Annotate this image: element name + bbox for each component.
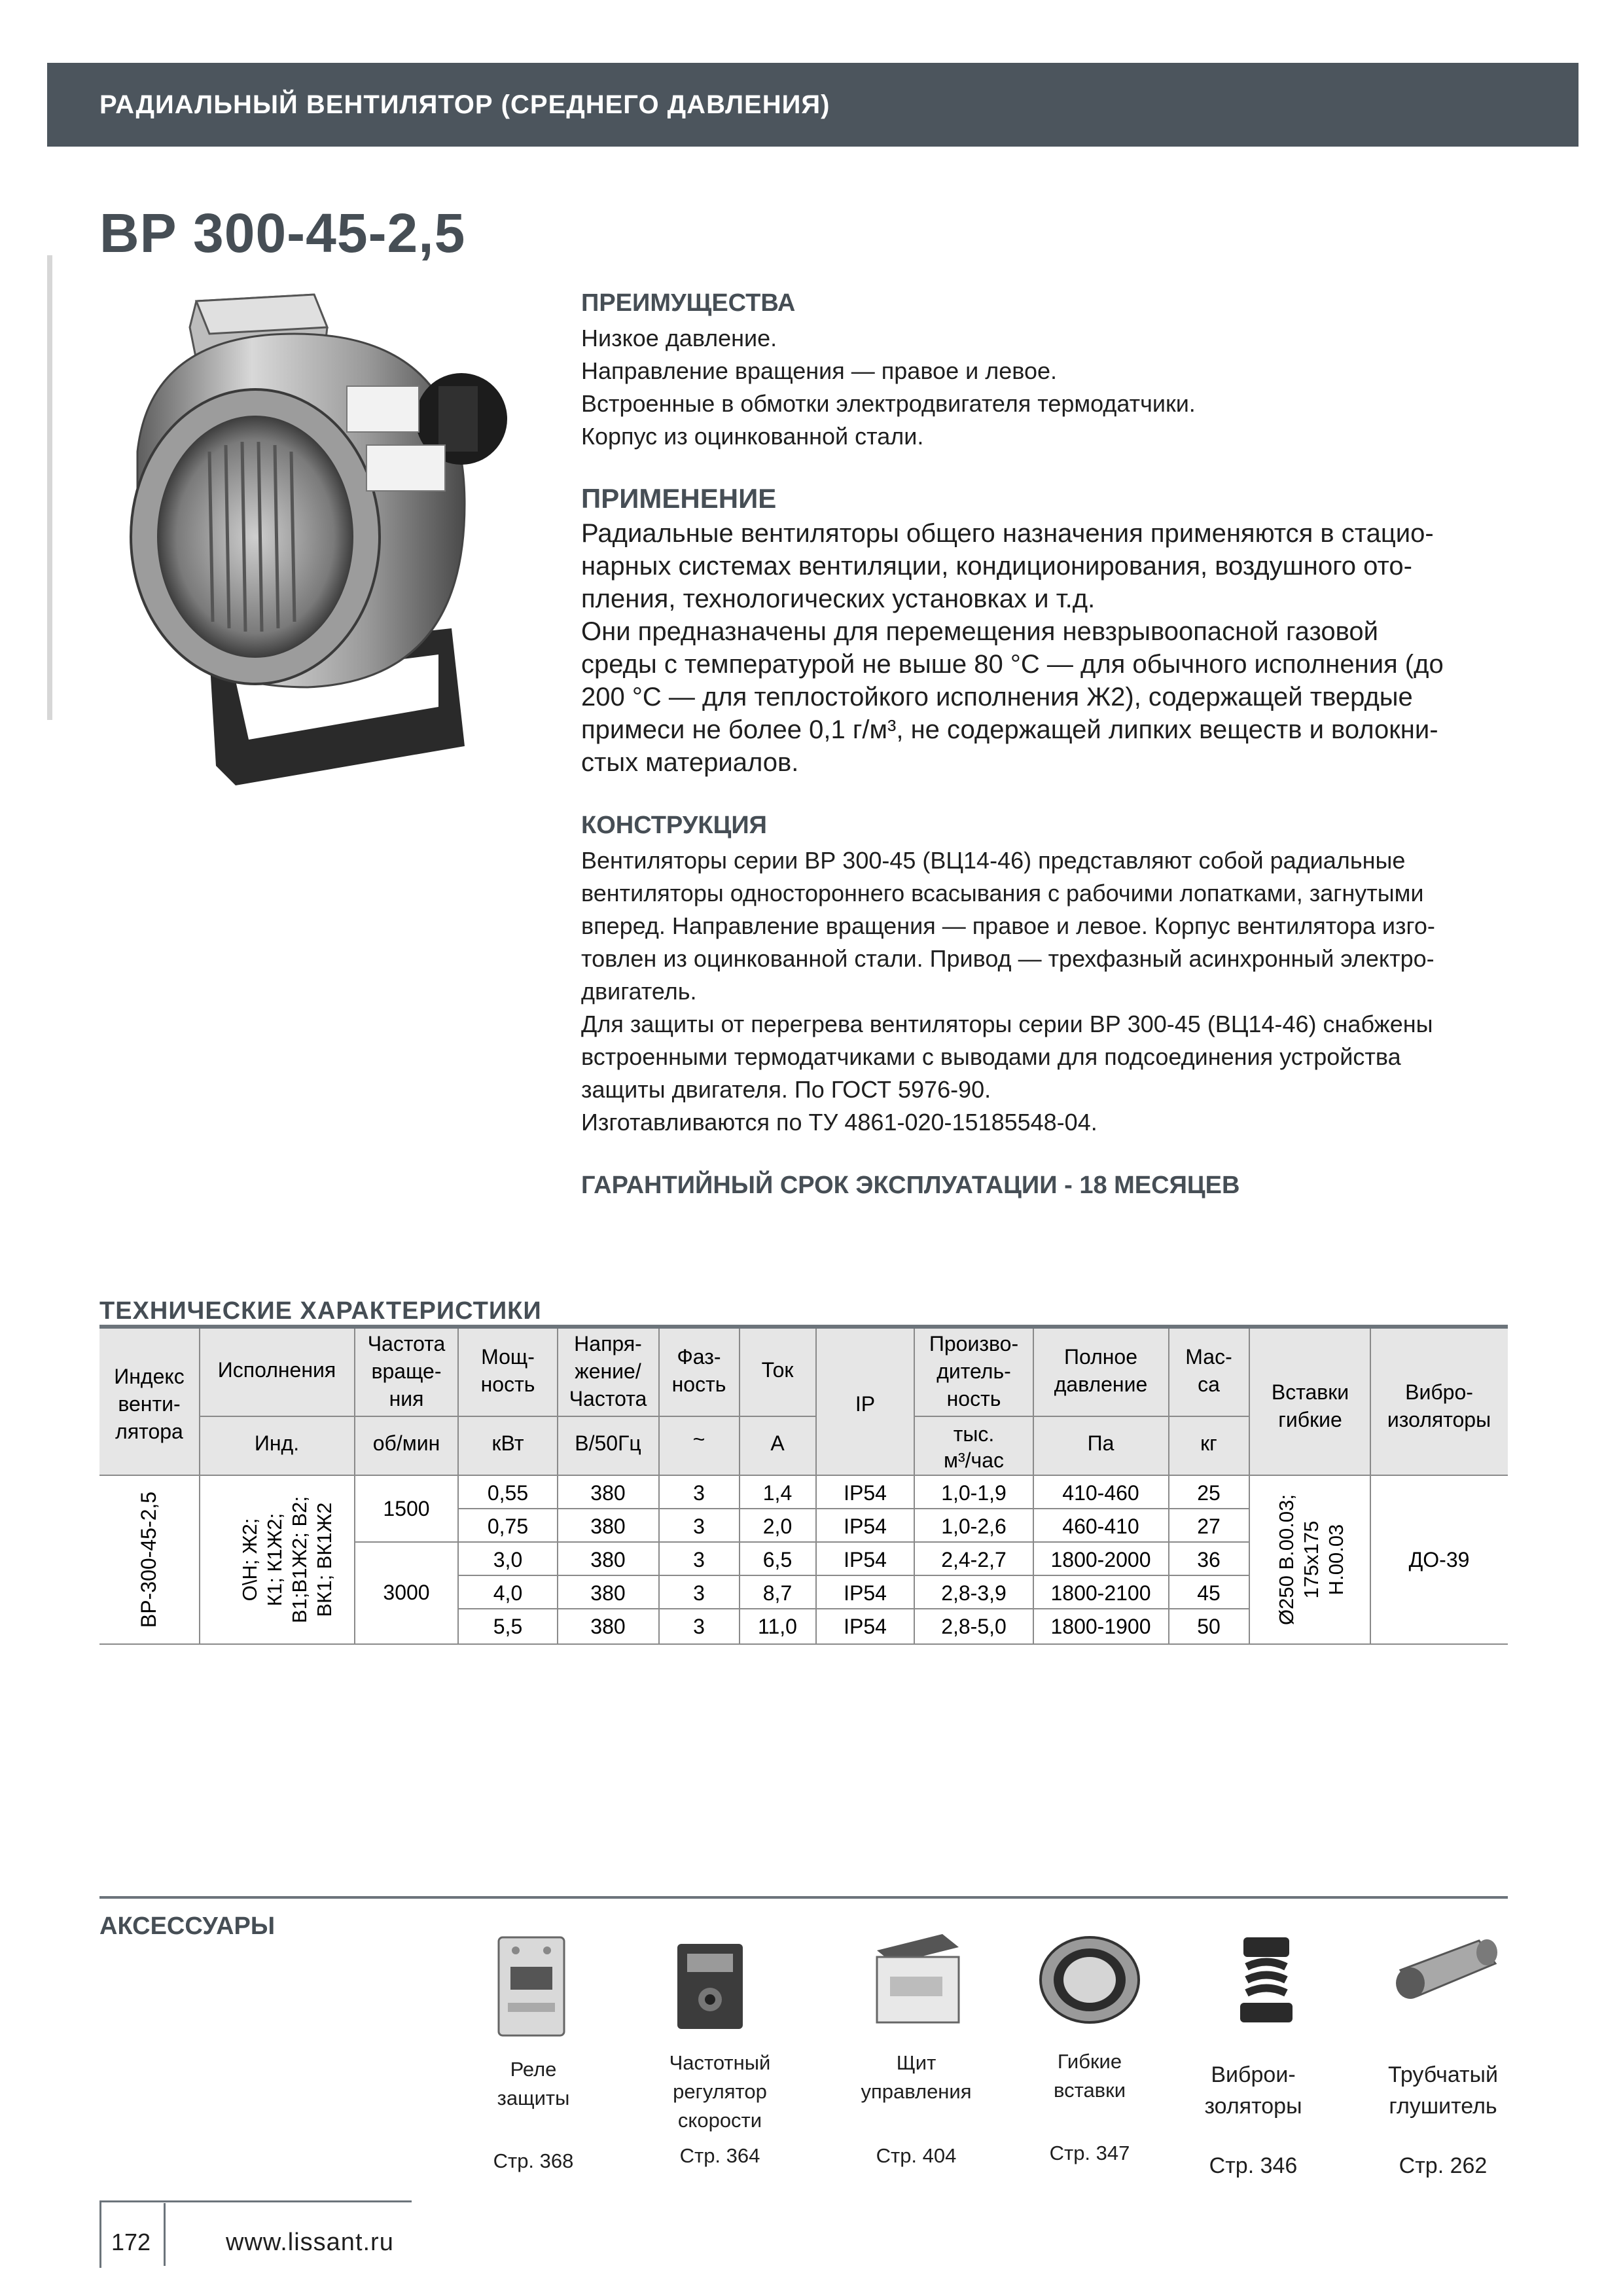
- application-line: пления, технологических установках и т.д.: [581, 584, 1096, 613]
- left-margin-mark: [47, 255, 52, 720]
- construction-line: Вентиляторы серии ВР 300-45 (ВЦ14-46) представляют собой радиальные: [581, 847, 1406, 874]
- hdr-index: венти-: [118, 1392, 181, 1416]
- cell-ip: IP54: [844, 1515, 887, 1538]
- cell-phase: 3: [693, 1515, 705, 1538]
- hdr-versions-sub: Инд.: [254, 1431, 300, 1455]
- hdr-flow: дитель-: [936, 1359, 1011, 1383]
- hdr-voltage-unit: В/50Гц: [575, 1431, 641, 1455]
- cell-current: 8,7: [762, 1581, 793, 1605]
- hdr-phase: ность: [671, 1372, 726, 1396]
- cell-power: 3,0: [493, 1548, 523, 1571]
- cell-pressure: 1800-2100: [1050, 1581, 1151, 1605]
- application-heading: ПРИМЕНЕНИЕ: [581, 483, 777, 514]
- cell-mass: 36: [1197, 1548, 1221, 1571]
- construction-heading: КОНСТРУКЦИЯ: [581, 812, 767, 839]
- inserts-value: 175х175: [1300, 1520, 1323, 1599]
- advantages-list: [581, 322, 1530, 453]
- speed-value: 1500: [383, 1497, 430, 1520]
- accessory-page: Стр. 404: [876, 2144, 957, 2167]
- cell-flow: 2,8-5,0: [941, 1615, 1007, 1638]
- cell-pressure: 1800-1900: [1050, 1615, 1151, 1638]
- speed-value: 3000: [383, 1581, 430, 1604]
- versions-value: К1; К1Ж2;: [263, 1513, 286, 1607]
- advantage-item: Встроенные в обмотки электродвигателя термодатчики.: [581, 390, 1196, 417]
- flexible-insert-icon: [1034, 1931, 1145, 2029]
- hdr-phase: Фаз-: [677, 1345, 721, 1369]
- hdr-flow-unit: тыс.: [953, 1422, 995, 1446]
- hdr-inserts: Вставки: [1271, 1380, 1349, 1404]
- construction-line: защиты двигателя. По ГОСТ 5976-90.: [581, 1076, 991, 1103]
- website-link[interactable]: www.lissant.ru: [226, 2229, 394, 2256]
- cell-power: 0,55: [487, 1481, 529, 1505]
- hdr-mass: Мас-: [1185, 1345, 1232, 1369]
- accessory-label: Виброи- золяторы: [1204, 2062, 1302, 2119]
- inserts-value: Ø250 В.00.03;: [1275, 1494, 1298, 1625]
- construction-line: товлен из оцинкованной стали. Привод — трехфазный асинхронный электро-: [581, 945, 1435, 972]
- accessory-page: Стр. 368: [493, 2149, 574, 2172]
- hdr-index: Индекс: [114, 1365, 185, 1388]
- hdr-speed: ния: [389, 1387, 424, 1410]
- hdr-speed-unit: об/мин: [372, 1431, 440, 1455]
- cell-flow: 1,0-2,6: [941, 1515, 1007, 1538]
- cell-ip: IP54: [844, 1548, 887, 1571]
- cell-pressure: 460-410: [1062, 1515, 1139, 1538]
- hdr-power-unit: кВт: [491, 1431, 524, 1455]
- cell-voltage: 380: [590, 1581, 626, 1605]
- application-text: [581, 517, 1527, 779]
- hdr-mass: са: [1198, 1372, 1220, 1396]
- cell-ip: IP54: [844, 1615, 887, 1638]
- versions-value: ВК1; ВК1Ж2: [313, 1502, 336, 1617]
- cell-phase: 3: [693, 1481, 705, 1505]
- cell-mass: 25: [1197, 1481, 1221, 1505]
- cell-mass: 27: [1197, 1515, 1221, 1538]
- advantage-item: Корпус из оцинкованной стали.: [581, 423, 924, 450]
- hdr-index: лятора: [115, 1420, 183, 1443]
- hdr-current-unit: А: [770, 1431, 785, 1455]
- cell-voltage: 380: [590, 1548, 626, 1571]
- hdr-ip: IP: [855, 1392, 876, 1416]
- hdr-pressure-unit: Па: [1087, 1431, 1115, 1455]
- cell-current: 1,4: [762, 1481, 793, 1505]
- hdr-power: Мощ-: [481, 1345, 535, 1369]
- cell-pressure: 410-460: [1062, 1481, 1139, 1505]
- cell-voltage: 380: [590, 1481, 626, 1505]
- cell-mass: 45: [1197, 1581, 1221, 1605]
- construction-line: вентиляторы одностороннего всасывания с рабочими лопатками, загнутыми: [581, 880, 1424, 906]
- accessory-page: Стр. 347: [1049, 2142, 1130, 2164]
- cell-phase: 3: [693, 1581, 705, 1605]
- cell-power: 0,75: [487, 1515, 529, 1538]
- accessories-heading: АКСЕССУАРЫ: [99, 1912, 276, 1940]
- cell-ip: IP54: [844, 1481, 887, 1505]
- advantage-item: Низкое давление.: [581, 325, 777, 351]
- header-title: РАДИАЛЬНЫЙ ВЕНТИЛЯТОР (СРЕДНЕГО ДАВЛЕНИЯ): [99, 90, 830, 119]
- cell-flow: 2,8-3,9: [941, 1581, 1007, 1605]
- cell-current: 2,0: [762, 1515, 793, 1538]
- accessory-page: Стр. 262: [1399, 2153, 1488, 2178]
- application-line: стых материалов.: [581, 748, 799, 777]
- hdr-speed: враще-: [371, 1359, 442, 1383]
- accessory-label: Щит управления: [861, 2051, 972, 2103]
- accessory-page: Стр. 346: [1209, 2153, 1298, 2178]
- advantage-item: Направление вращения — правое и левое.: [581, 357, 1057, 384]
- hdr-voltage: жение/: [575, 1359, 641, 1383]
- cell-flow: 1,0-1,9: [941, 1481, 1007, 1505]
- specs-heading: ТЕХНИЧЕСКИЕ ХАРАКТЕРИСТИКИ: [99, 1297, 542, 1325]
- versions-value: В1;В1Ж2; В2;: [288, 1496, 311, 1624]
- relay-icon: [486, 1931, 577, 2042]
- accessory-label: Трубчатый глушитель: [1388, 2062, 1498, 2119]
- hdr-isolators: Вибро-: [1405, 1380, 1473, 1404]
- application-line: примеси не более 0,1 г/м³, не содержащей липких веществ и волокни-: [581, 715, 1438, 744]
- control-panel-icon: [864, 1924, 969, 2029]
- construction-line: Изготавливаются по ТУ 4861-020-15185548-04.: [581, 1109, 1097, 1136]
- hdr-voltage: Частота: [569, 1387, 647, 1410]
- hdr-current: Ток: [761, 1358, 794, 1382]
- hdr-flow: ность: [946, 1387, 1001, 1410]
- cell-phase: 3: [693, 1615, 705, 1638]
- accessory-label: Гибкие вставки: [1053, 2050, 1126, 2102]
- hdr-voltage: Напря-: [574, 1332, 642, 1355]
- cell-phase: 3: [693, 1548, 705, 1571]
- frequency-converter-icon: [668, 1937, 753, 2036]
- application-line: 200 °С — для теплостойкого исполнения Ж2), содержащей твердые: [581, 683, 1413, 711]
- application-line: среды с температурой не выше 80 °С — для обычного исполнения (до: [581, 650, 1444, 679]
- accessory-label: Реле защиты: [497, 2058, 570, 2109]
- hdr-inserts: гибкие: [1278, 1408, 1342, 1431]
- cell-pressure: 1800-2000: [1050, 1548, 1151, 1571]
- construction-line: двигатель.: [581, 978, 697, 1005]
- construction-line: Для защиты от перегрева вентиляторы серии ВР 300-45 (ВЦ14-46) снабжены: [581, 1011, 1433, 1037]
- cell-current: 11,0: [758, 1615, 797, 1638]
- accessory-label: Частотный регулятор скорости: [669, 2051, 771, 2132]
- hdr-power: ность: [480, 1372, 535, 1396]
- cell-ip: IP54: [844, 1581, 887, 1605]
- versions-value: О\Н; Ж2;: [238, 1518, 261, 1602]
- hdr-pressure: давление: [1054, 1372, 1148, 1396]
- construction-text: [581, 844, 1527, 1139]
- cell-flow: 2,4-2,7: [941, 1548, 1007, 1571]
- advantages-heading: ПРЕИМУЩЕСТВА: [581, 289, 796, 317]
- vibration-isolator-icon: [1230, 1931, 1302, 2029]
- isolators-value: ДО-39: [1408, 1548, 1470, 1571]
- tubular-silencer-icon: [1387, 1931, 1505, 2016]
- footer-divider: [164, 2203, 166, 2266]
- hdr-pressure: Полное: [1063, 1345, 1138, 1369]
- cell-mass: 50: [1197, 1615, 1221, 1638]
- index-value: ВР-300-45-2,5: [137, 1491, 160, 1628]
- construction-line: встроенными термодатчиками с выводами для подсоединения устройства: [581, 1043, 1401, 1070]
- hdr-mass-unit: кг: [1200, 1431, 1217, 1455]
- hdr-flow: Произво-: [929, 1332, 1019, 1355]
- application-line: Радиальные вентиляторы общего назначения применяются в стацио-: [581, 519, 1434, 548]
- hdr-flow-unit: м³/час: [943, 1448, 1005, 1472]
- cell-voltage: 380: [590, 1515, 626, 1538]
- inserts-value: Н.00.03: [1325, 1524, 1347, 1596]
- accessories-rule: [99, 1896, 1508, 1899]
- page-number: 172: [111, 2229, 151, 2255]
- cell-power: 5,5: [493, 1615, 523, 1638]
- hdr-isolators: изоляторы: [1387, 1408, 1491, 1431]
- cell-voltage: 380: [590, 1615, 626, 1638]
- fan-product-image: [98, 288, 530, 792]
- construction-line: вперед. Направление вращения — правое и левое. Корпус вентилятора изго-: [581, 912, 1435, 939]
- specs-table: [99, 1325, 1508, 1645]
- cell-power: 4,0: [493, 1581, 523, 1605]
- hdr-phase-unit: ~: [692, 1427, 705, 1451]
- warranty-note: ГАРАНТИЙНЫЙ СРОК ЭКСПЛУАТАЦИИ - 18 МЕСЯЦЕВ: [581, 1172, 1240, 1199]
- application-line: нарных системах вентиляции, кондиционирования, воздушного ото-: [581, 552, 1412, 581]
- hdr-speed: Частота: [367, 1332, 446, 1355]
- accessory-page: Стр. 364: [679, 2144, 760, 2167]
- hdr-versions: Исполнения: [217, 1358, 336, 1382]
- model-title: ВР 300-45-2,5: [99, 202, 466, 264]
- cell-current: 6,5: [762, 1548, 793, 1571]
- application-line: Они предназначены для перемещения невзрывоопасной газовой: [581, 617, 1379, 646]
